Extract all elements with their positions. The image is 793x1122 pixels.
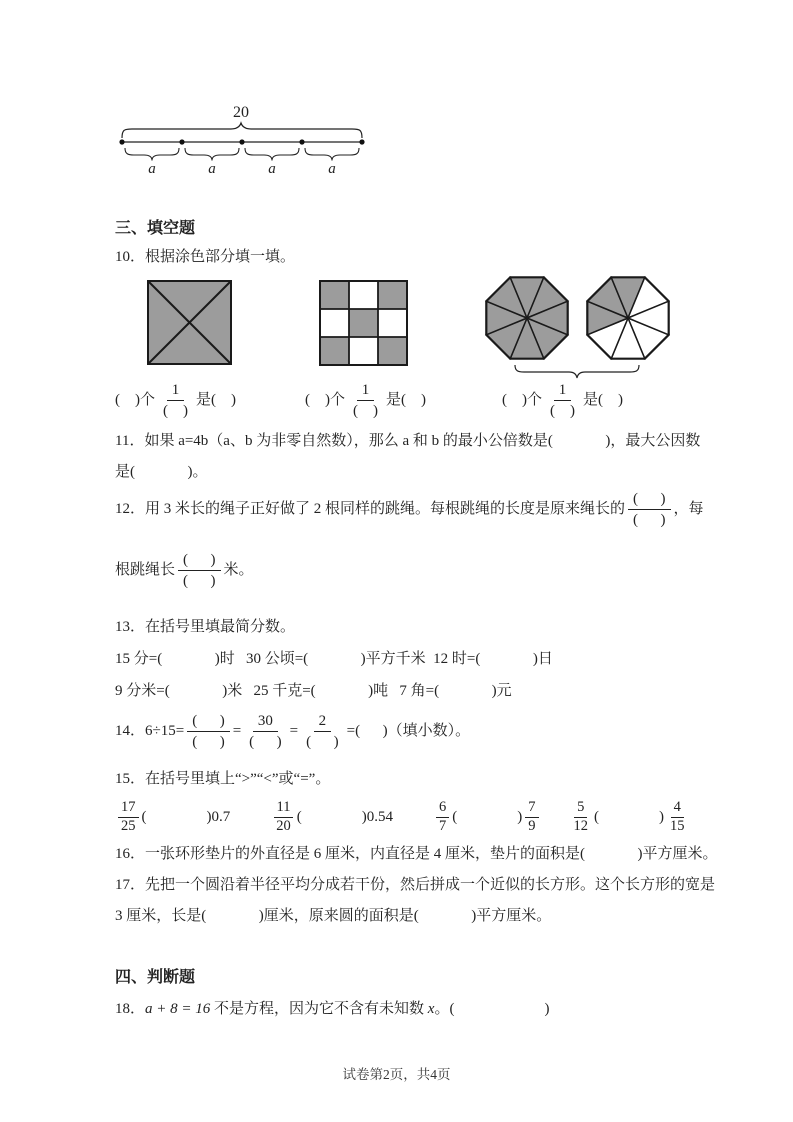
question-17-line2: 3 厘米，长是( )厘米，原来圆的面积是( )平方厘米。 [115, 908, 552, 924]
point-dot [119, 139, 124, 144]
q14-fraction-1: ( ) ( ) [187, 712, 230, 751]
q18-statement: 不是方程，因为它不含有未知数 [210, 1001, 428, 1017]
segment-label-a: a [148, 161, 156, 176]
q15-item3-left-fraction: 6 7 [436, 799, 449, 835]
q12-text: 12．用 3 米长的绳子正好做了 2 根同样的跳绳。每根跳绳的长度是原来绳长的 [115, 500, 626, 517]
q15-item2-left-fraction: 11 20 [273, 799, 294, 835]
q15-item4-blank: ( ) [594, 808, 664, 825]
q15-item2-blank: ( ) [296, 808, 367, 825]
q15-item1-left-fraction: 17 25 [118, 799, 139, 835]
q15-item1-blank: ( ) [141, 808, 212, 825]
question-15-title: 15．在括号里填上“>”“<”或“=”。 [115, 771, 331, 787]
q18-variable-x: x [427, 1001, 435, 1017]
question-18-text [115, 999, 549, 1019]
section-3-title: 三、填空题 [115, 220, 196, 237]
octagon-figure-2 [587, 277, 668, 358]
question-13-title: 13．在括号里填最简分数。 [115, 619, 296, 635]
q14-equals: = [289, 722, 299, 739]
q15-item2-right-value: 0.54 [366, 808, 393, 825]
grid-figure [320, 281, 407, 365]
section-4-title: 四、判断题 [115, 969, 196, 986]
segment-brace [125, 148, 179, 161]
point-dot [299, 139, 304, 144]
page-footer: 试卷第2页，共4页 [342, 1067, 451, 1082]
question-14-equation [115, 708, 470, 754]
octagon-figure-1 [486, 277, 567, 358]
q14-prefix: 14．6÷15= [115, 722, 185, 739]
point-dot [239, 139, 244, 144]
question-13-line2: 9 分米=( )米 25 千克=( )吨 7 角=( )元 [115, 683, 512, 699]
octagons-brace [515, 365, 639, 378]
q10-fillin-3 [502, 381, 623, 420]
q14-equals: = [232, 722, 242, 739]
point-dot [359, 139, 364, 144]
q14-suffix: =( )（填小数）。 [346, 722, 471, 739]
q18-equation: a + 8 = 16 [145, 1001, 211, 1017]
q10-fillin-1-fraction: 1 ( ) [163, 382, 188, 419]
q15-item3-right-fraction: 7 9 [525, 799, 538, 835]
q12-fraction-2: ( ) ( ) [178, 551, 221, 590]
q18-number: 18． [115, 1001, 146, 1017]
q10-fillin-2-prefix: ( )个 [305, 392, 345, 409]
question-17-line1: 17．先把一个圆沿着半径平均分成若干份，然后拼成一个近似的长方形。这个长方形的宽是 [115, 877, 716, 893]
question-11-line2: 是( )。 [115, 464, 208, 480]
q12-line2-text: 根跳绳长 [115, 561, 176, 578]
q10-fillin-3-fraction: 1 ( ) [550, 382, 575, 419]
question-12-line1 [115, 487, 704, 531]
q12-line2-suffix: 米。 [223, 561, 254, 578]
question-10-text: 10．根据涂色部分填一填。 [115, 249, 296, 265]
diagram-total-label: 20 [233, 104, 249, 121]
shaded-square-figure [148, 281, 231, 364]
segment-brace [245, 148, 299, 161]
q15-item3-blank: ( ) [452, 808, 523, 825]
q12-text-mid: ，每 [673, 500, 704, 517]
q15-item4-left-fraction: 5 12 [573, 799, 588, 834]
question-13-line1: 15 分=( )时 30 公顷=( )平方千米 12 时=( )日 [115, 651, 553, 667]
q15-item4-right-fraction: 4 15 [670, 799, 685, 834]
q15-item1-right-value: 0.7 [211, 808, 231, 825]
q10-fillin-1 [115, 381, 236, 420]
q14-fraction-3: 2 ( ) [306, 712, 339, 750]
q12-fraction-1: ( ) ( ) [628, 490, 671, 529]
top-brace [122, 123, 362, 138]
segment-line-diagram [110, 96, 380, 176]
q10-fillin-1-suffix: 是( ) [196, 392, 236, 409]
point-dot [179, 139, 184, 144]
question-12-line2 [115, 548, 254, 592]
q18-answer-blank: 。( ) [434, 1001, 550, 1017]
question-16-text: 16．一张环形垫片的外直径是 6 厘米，内直径是 4 厘米，垫片的面积是( )平方厘米。 [115, 846, 718, 862]
segment-brace [305, 148, 359, 161]
question-10-figures [138, 270, 683, 388]
q10-fillin-2-fraction: 1 ( ) [353, 382, 378, 419]
q14-fraction-2: 30 ( ) [249, 712, 282, 750]
segment-label-a: a [328, 161, 336, 176]
q10-fillin-2-suffix: 是( ) [386, 392, 426, 409]
q10-fillin-2 [305, 381, 426, 420]
q10-fillin-1-prefix: ( )个 [115, 392, 155, 409]
segment-brace [185, 148, 239, 161]
segment-label-a: a [208, 161, 216, 176]
q15-comparison-row [115, 796, 691, 838]
question-11-line1: 11．如果 a=4b（a、b 为非零自然数），那么 a 和 b 的最小公倍数是( )，最大公因数 [115, 433, 701, 449]
q10-fillin-3-prefix: ( )个 [502, 392, 542, 409]
q10-fillin-3-suffix: 是( ) [583, 392, 623, 409]
segment-label-a: a [268, 161, 276, 176]
